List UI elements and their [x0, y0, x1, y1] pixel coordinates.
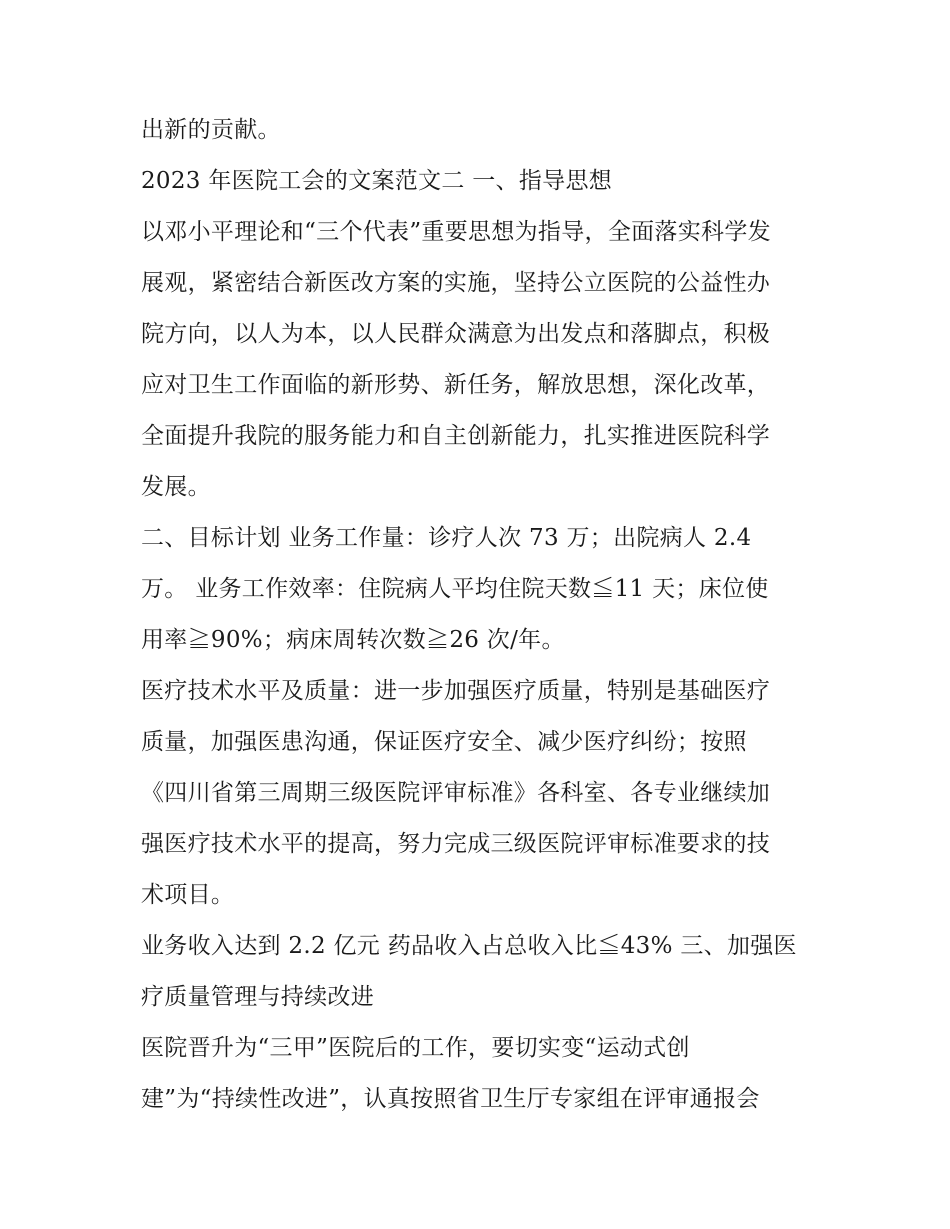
- text-line: 《四川省第三周期三级医院评审标准》各科室、各专业继续加: [141, 780, 771, 806]
- text-line: 全面提升我院的服务能力和自主创新能力，扎实推进医院科学: [141, 423, 771, 449]
- text-line: 质量，加强医患沟通，保证医疗安全、减少医疗纠纷；按照: [141, 729, 747, 755]
- text-line: 2023 年医院工会的文案范文二 一、指导思想: [141, 168, 613, 194]
- text-line: 强医疗技术水平的提高，努力完成三级医院评审标准要求的技: [141, 831, 771, 857]
- text-line: 医院晋升为“三甲”医院后的工作，要切实变“运动式创: [141, 1035, 690, 1061]
- text-line: 术项目。: [141, 882, 235, 908]
- text-line: 业务收入达到 2.2 亿元 药品收入占总收入比≦43% 三、加强医: [141, 933, 797, 959]
- text-line: 院方向，以人为本，以人民群众满意为出发点和落脚点，积极: [141, 321, 771, 347]
- text-line: 建”为“持续性改进”，认真按照省卫生厅专家组在评审通报会: [141, 1086, 760, 1112]
- text-line: 万。 业务工作效率：住院病人平均住院天数≦11 天；床位使: [141, 576, 769, 602]
- text-line: 用率≧90%；病床周转次数≧26 次/年。: [141, 627, 565, 653]
- text-line: 展观，紧密结合新医改方案的实施，坚持公立医院的公益性办: [141, 270, 771, 296]
- text-line: 应对卫生工作面临的新形势、新任务，解放思想，深化改革，: [141, 372, 771, 398]
- text-line: 出新的贡献。: [141, 117, 281, 143]
- text-line: 医疗技术水平及质量：进一步加强医疗质量，特别是基础医疗: [141, 678, 771, 704]
- text-line: 二、目标计划 业务工作量：诊疗人次 73 万；出院病人 2.4: [141, 525, 752, 551]
- text-line: 疗质量管理与持续改进: [141, 984, 374, 1010]
- text-line: 发展。: [141, 474, 211, 500]
- text-line: 以邓小平理论和“三个代表”重要思想为指导，全面落实科学发: [141, 219, 771, 245]
